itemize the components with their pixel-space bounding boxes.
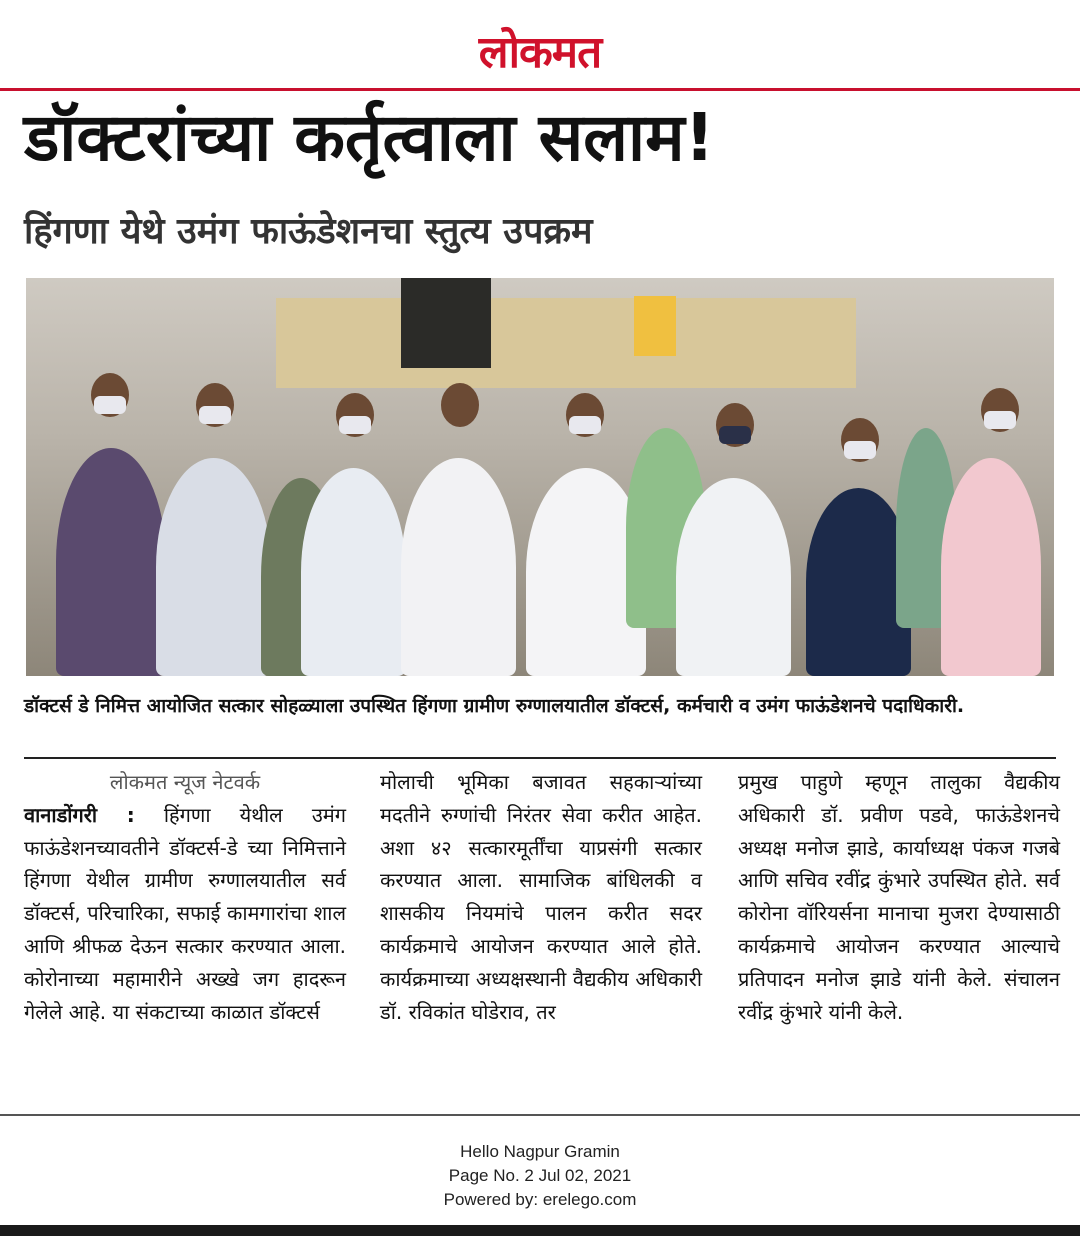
masthead: [0, 0, 1080, 86]
photo-mask: [199, 406, 231, 424]
photo-poster: [634, 296, 676, 356]
subheadline: हिंगणा येथे उमंग फाऊंडेशनचा स्तुत्य उपक्रम: [24, 211, 593, 252]
photo-person: [941, 458, 1041, 676]
caption-divider: [24, 757, 1056, 759]
dateline: वानाडोंगरी :: [24, 802, 135, 827]
photo-mask: [719, 426, 751, 444]
photo-crowd: [26, 368, 1054, 676]
bottom-bar: [0, 1225, 1080, 1236]
photo-person: [676, 478, 791, 676]
article-column-3: [738, 766, 1060, 1028]
byline: लोकमत न्यूज नेटवर्क: [109, 770, 261, 794]
edition-name: Hello Nagpur Gramin: [460, 1142, 620, 1161]
footer: [0, 1140, 1080, 1211]
photo-person: [56, 448, 166, 676]
lokmat-logo: लोकमत: [478, 27, 602, 78]
photo-mask: [844, 441, 876, 459]
article-column-1: [24, 766, 346, 1028]
photo-head: [441, 383, 479, 427]
article-text-1: हिंगणा येथील उमंग फाऊंडेशनच्यावतीने डॉक्टर्स-डे च्या निमित्ताने हिंगणा येथील ग्रामीण रुग्णालयातील सर्व डॉक्टर्स, परिचारिका, सफाई कामगारांचा शाल आणि श्रीफळ देऊन सत्कार करण्यात आला. कोरोनाच्या महामारीने अख्खे जग हादरून गेलेले आहे. या संकटाच्या काळात डॉक्टर्स: [24, 802, 346, 1024]
photo-mask: [94, 396, 126, 414]
masthead-divider: [0, 88, 1080, 91]
footer-divider: [0, 1114, 1080, 1116]
photo-caption: डॉक्टर्स डे निमित्त आयोजित सत्कार सोहळ्याला उपस्थित हिंगणा ग्रामीण रुग्णालयातील डॉक्टर्स, कर्मचारी व उमंग फाऊंडेशनचे पदाधिकारी.: [24, 695, 965, 717]
powered-by: Powered by: erelego.com: [443, 1189, 637, 1209]
page-date: Page No. 2 Jul 02, 2021: [448, 1165, 632, 1185]
photo-mask: [569, 416, 601, 434]
article-text-2: मोलाची भूमिका बजावत सहकाऱ्यांच्या मदतीने रुग्णांची निरंतर सेवा करीत आहेत. अशा ४२ सत्कारमूर्तींचा याप्रसंगी सत्कार करण्यात आला. सामाजिक बांधिलकी व शासकीय नियमांचे पालन करीत सदर कार्यक्रमाचे आयोजन करण्यात आले होते. कार्यक्रमाच्या अध्यक्षस्थानी वैद्यकीय अधिकारी डॉ. रविकांत घोडेराव, तर: [380, 770, 702, 1024]
photo-notice-board: [401, 278, 491, 368]
photo-person: [156, 458, 271, 676]
group-photo: [26, 278, 1054, 676]
article-column-2: [380, 766, 702, 1028]
photo-person: [401, 458, 516, 676]
headline: डॉक्टरांच्या कर्तृत्वाला सलाम!: [24, 99, 715, 176]
photo-mask: [984, 411, 1016, 429]
photo-mask: [339, 416, 371, 434]
article-text-3: प्रमुख पाहुणे म्हणून तालुका वैद्यकीय अधिकारी डॉ. प्रवीण पडवे, फाऊंडेशनचे अध्यक्ष मनोज झाडे, कार्याध्यक्ष पंकज गजबे आणि सचिव रवींद्र कुंभारे उपस्थित होते. सर्व कोरोना वॉरियर्सना मानाचा मुजरा देण्यासाठी कार्यक्रमाचे आयोजन करण्यात आल्याचे प्रतिपादन मनोज झाडे यांनी केले. संचालन रवींद्र कुंभारे यांनी केले.: [738, 770, 1060, 1024]
photo-person: [301, 468, 406, 676]
